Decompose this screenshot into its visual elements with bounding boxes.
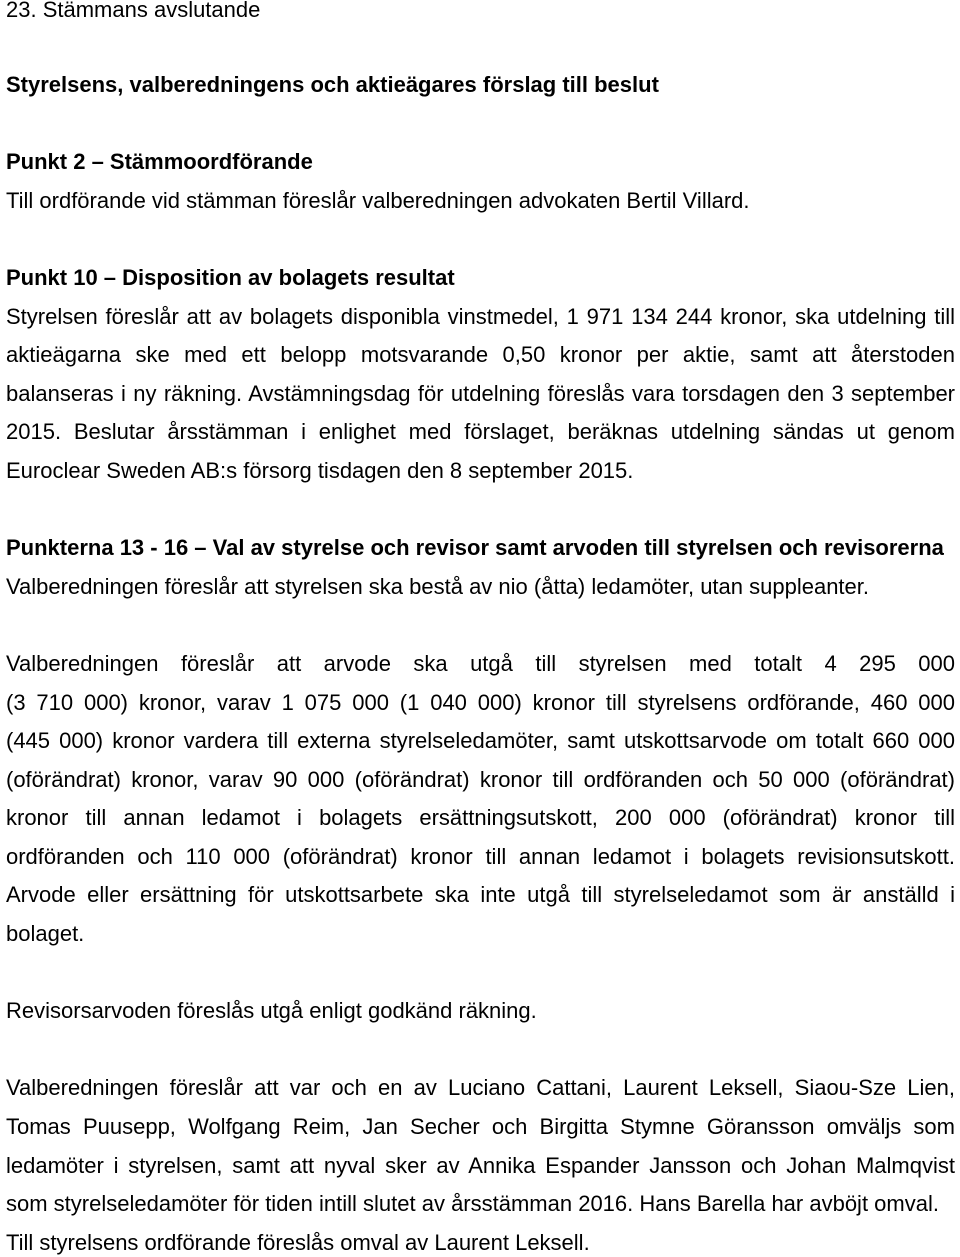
paragraph-line: som styrelseledamöter för tiden intill slutet av årsstämman 2016. Hans Barella har avböjt omval. <box>6 1191 939 1217</box>
paragraph-line: balanseras i ny räkning. Avstämningsdag för utdelning föreslås vara torsdagen den 3 september <box>6 380 955 406</box>
board-size-text: Valberedningen föreslår att styrelsen ska bestå av nio (åtta) ledamöter, utan suppleanter. <box>6 573 869 599</box>
paragraph-line: Valberedningen föreslår att arvode ska utgå till styrelsen med totalt 4 295 000 <box>6 650 955 676</box>
paragraph-line: (445 000) kronor vardera till externa styrelseledamöter, samt utskottsarvode om totalt 660 000 <box>6 728 955 754</box>
board-election-paragraph <box>6 1069 955 1256</box>
proposals-heading: Styrelsens, valberedningens och aktieägares förslag till beslut <box>6 72 659 97</box>
paragraph-line: Euroclear Sweden AB:s försorg tisdagen den 8 september 2015. <box>6 457 634 483</box>
paragraph-line: Valberedningen föreslår att var och en av Luciano Cattani, Laurent Leksell, Siaou-Sze Lien, <box>6 1075 955 1101</box>
punkt-10-heading: Punkt 10 – Disposition av bolagets resultat <box>6 264 455 290</box>
document-content <box>6 0 955 1256</box>
paragraph-line: ordföranden och 110 000 (oförändrat) kronor till annan ledamot i bolagets revisionsutskott. <box>6 843 955 869</box>
section-title: 23. Stämmans avslutande <box>6 0 261 22</box>
board-fees-paragraph <box>6 645 955 954</box>
paragraph-line: kronor till annan ledamot i bolagets ersättningsutskott, 200 000 (oförändrat) kronor till <box>6 805 955 831</box>
paragraph-line: (3 710 000) kronor, varav 1 075 000 (1 040 000) kronor till styrelsens ordförande, 460 000 <box>6 689 955 715</box>
auditor-fees-text: Revisorsarvoden föreslås utgå enligt godkänd räkning. <box>6 998 537 1024</box>
paragraph-line: Styrelsen föreslår att av bolagets disponibla vinstmedel, 1 971 134 244 kronor, ska utdelning till <box>6 303 955 329</box>
paragraph-line: aktieägarna ske med ett belopp motsvarande 0,50 kronor per aktie, samt att återstoden <box>6 342 955 368</box>
chair-election-text: Till styrelsens ordförande föreslås omval av Laurent Leksell. <box>6 1230 590 1256</box>
paragraph-line: ledamöter i styrelsen, samt att nyval sker av Annika Espander Jansson och Johan Malmqvist <box>6 1152 955 1178</box>
punkt-2-heading: Punkt 2 – Stämmoordförande <box>6 149 313 175</box>
paragraph-line: 2015. Beslutar årsstämman i enlighet med förslaget, beräknas utdelning sändas ut genom <box>6 419 955 445</box>
punkt-10-paragraph <box>6 298 955 491</box>
paragraph-line: bolaget. <box>6 921 85 947</box>
paragraph-line: Tomas Puusepp, Wolfgang Reim, Jan Secher och Birgitta Stymne Göransson omväljs som <box>6 1114 955 1140</box>
punkterna-13-16-heading: Punkterna 13 - 16 – Val av styrelse och revisor samt arvoden till styrelsen och revisorerna <box>6 535 944 561</box>
paragraph-line: (oförändrat) kronor, varav 90 000 (oförändrat) kronor till ordföranden och 50 000 (oförändrat) <box>6 766 955 792</box>
punkt-2-text: Till ordförande vid stämman föreslår valberedningen advokaten Bertil Villard. <box>6 187 750 213</box>
paragraph-line: Arvode eller ersättning för utskottsarbete ska inte utgå till styrelseledamot som är anställd i <box>6 882 955 908</box>
